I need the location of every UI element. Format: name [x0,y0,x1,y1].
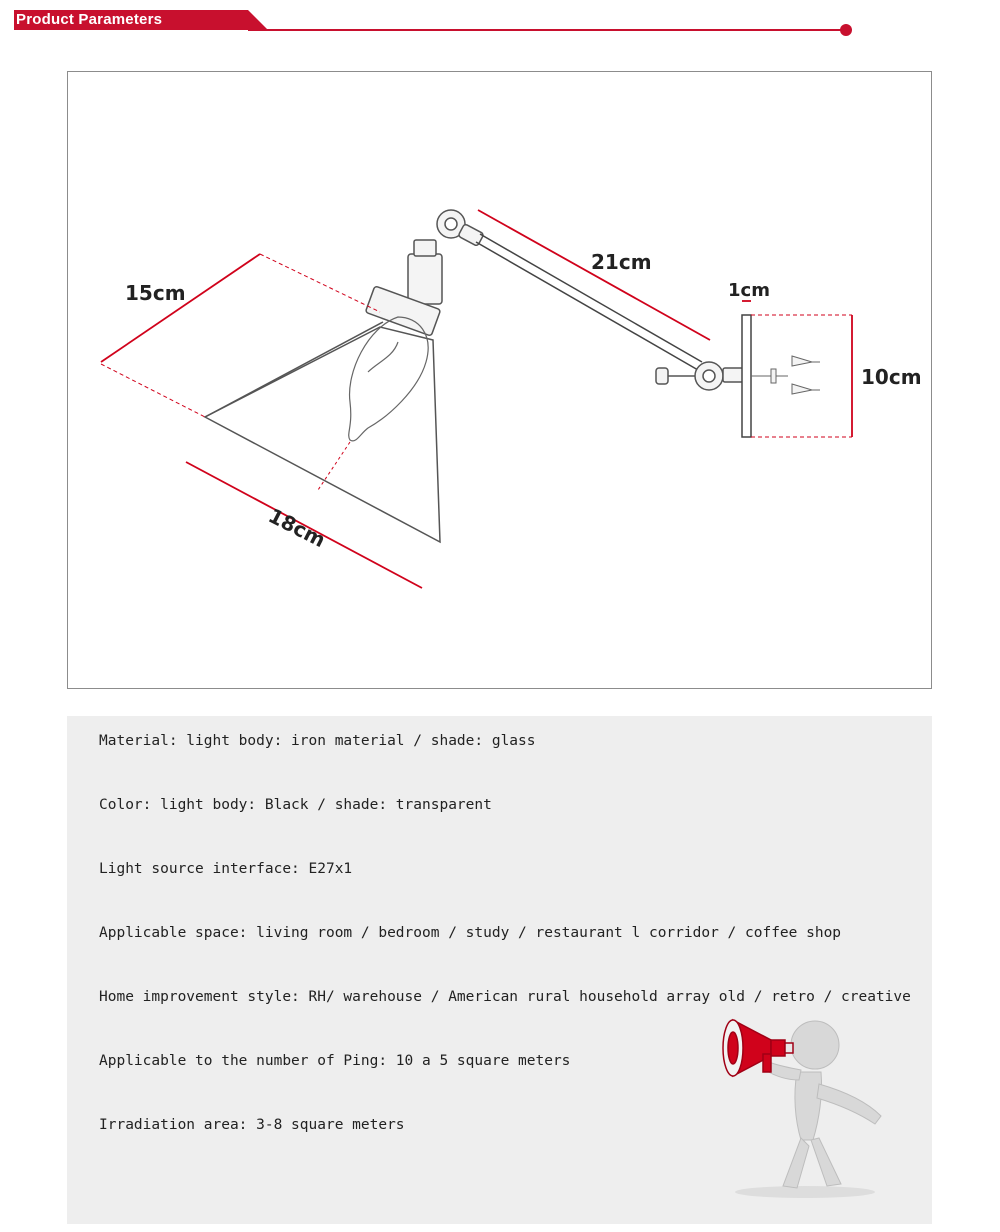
lamp-socket [365,240,442,336]
spec-material: Material: light body: iron material / shade: glass [99,733,536,749]
spec-color: Color: light body: Black / shade: transparent [99,797,492,813]
bottom-joint [656,362,743,390]
wall-plate [742,315,751,437]
dim-label-shade-height: 15cm [125,281,186,305]
megaphone-figure-icon [705,1000,905,1200]
header-dot-icon [840,24,852,36]
section-title: Product Parameters [16,11,163,28]
spec-style: Home improvement style: RH/ warehouse / American rural household array old / retro / creative [99,989,911,1005]
lamp-shade [205,322,440,542]
mounting-screws [751,356,820,394]
product-dimension-diagram [67,71,932,689]
lamp-arm [476,234,702,370]
spec-ping: Applicable to the number of Ping: 10 a 5 square meters [99,1053,571,1069]
spec-applicable-space: Applicable space: living room / bedroom / study / restaurant l corridor / coffee shop [99,925,842,941]
spec-irradiation-area: Irradiation area: 3-8 square meters [99,1117,405,1133]
dim-label-shade-slant: 18cm [264,503,330,553]
dim-label-plate-thickness: 1cm [728,280,770,301]
section-header [0,0,1000,48]
spec-light-source: Light source interface: E27x1 [99,861,353,877]
lamp-drawing [68,72,931,688]
dim-label-plate-height: 10cm [861,365,922,389]
dimension-lines [101,210,852,588]
top-joint [437,210,484,246]
dim-label-arm-length: 21cm [591,250,652,274]
